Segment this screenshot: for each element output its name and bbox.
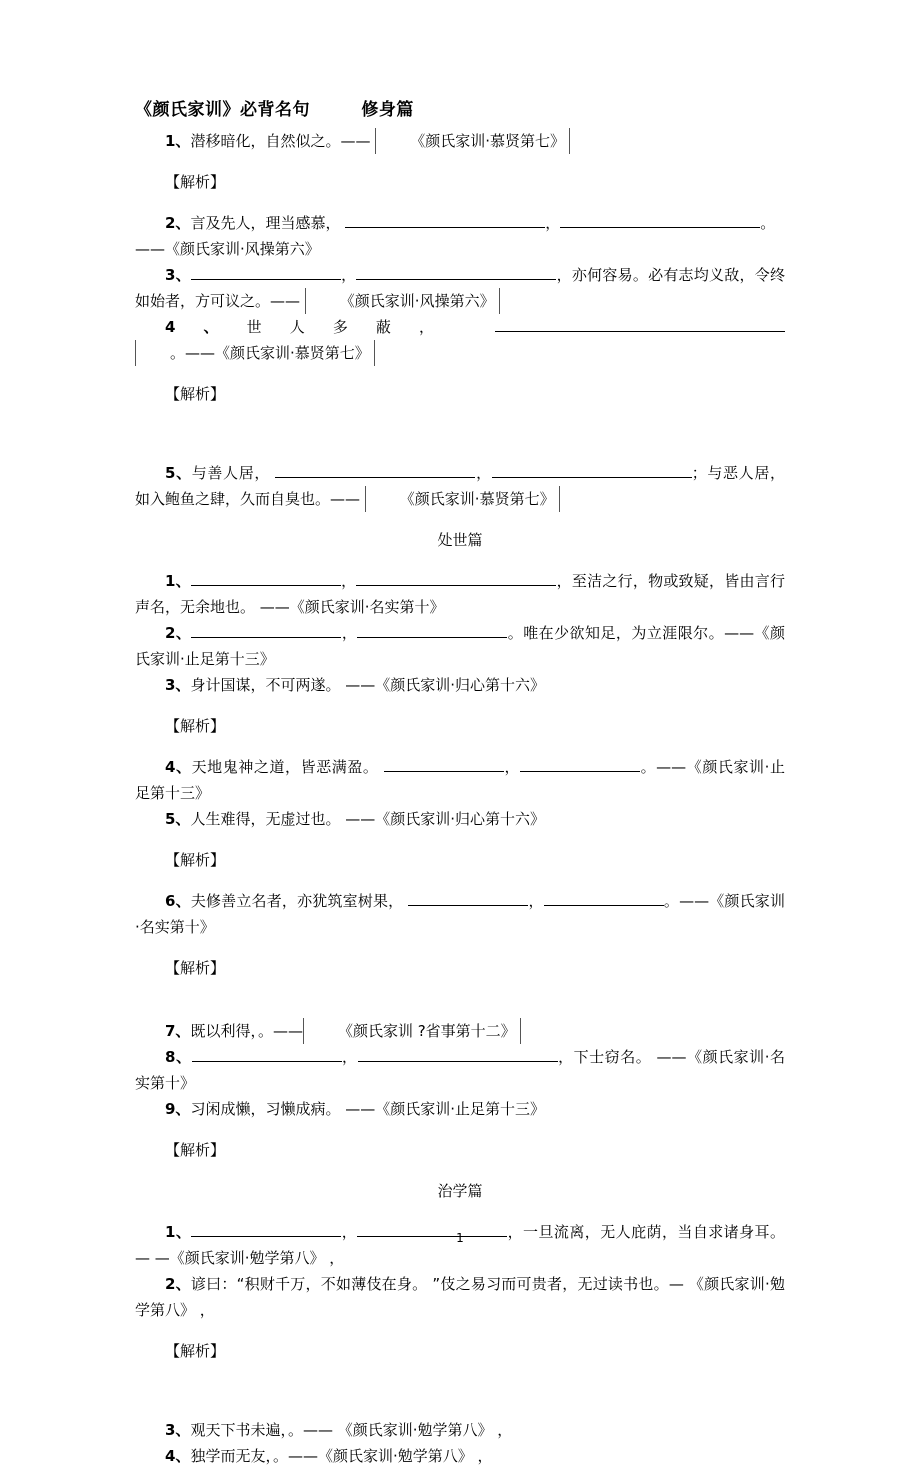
- item-tail: 。——《颜氏家训·名实第十》: [135, 892, 785, 936]
- fill-blank[interactable]: [520, 755, 640, 772]
- source-citation: 《颜氏家训 ?省事第十二》: [303, 1018, 521, 1044]
- item-number: 3、: [165, 676, 191, 694]
- separator-comma: ，: [341, 1223, 358, 1241]
- page-number: 1: [456, 1231, 464, 1245]
- analysis-label: 【解析】: [165, 717, 226, 735]
- fill-blank[interactable]: [191, 569, 341, 586]
- item-number: 1、: [165, 572, 191, 590]
- item-text: 身计国谋，不可两遂。 ——《颜氏家训·归心第十六》: [190, 676, 545, 694]
- fill-blank[interactable]: [358, 1045, 558, 1062]
- item-number: 5、: [165, 810, 191, 828]
- separator-comma: ，: [341, 624, 358, 642]
- fill-blank[interactable]: [544, 889, 664, 906]
- item-tail: 。——《颜氏家训·慕贤第七》: [135, 340, 375, 366]
- fill-blank[interactable]: [356, 569, 556, 586]
- list-item: [135, 1044, 785, 1096]
- item-text: 与善人居，: [191, 464, 270, 482]
- item-number: 4、: [165, 1447, 191, 1465]
- source-citation: 《颜氏家训·慕贤第七》: [375, 128, 570, 154]
- list-item: [135, 460, 785, 512]
- list-item: [135, 754, 785, 806]
- fill-blank[interactable]: [356, 263, 556, 280]
- item-text: 人生难得，无虚过也。 ——《颜氏家训·归心第十六》: [190, 810, 545, 828]
- item-number: 1、: [165, 132, 191, 150]
- fill-blank[interactable]: [192, 1045, 342, 1062]
- fill-blank[interactable]: [384, 755, 504, 772]
- list-item: [135, 1096, 785, 1122]
- item-text: ，亦何容易。必有志均义敌，令终如始者，方可议之。——: [135, 266, 785, 310]
- list-item: [135, 672, 785, 698]
- list-item: [135, 210, 785, 236]
- separator-comma: ，: [503, 758, 521, 776]
- list-item: [135, 1271, 785, 1323]
- analysis-label: 【解析】: [165, 173, 226, 191]
- analysis-label: 【解析】: [165, 851, 226, 869]
- item-text: 天地鬼神之道，皆恶满盈。: [191, 758, 379, 776]
- item-text: 观天下书未遍，。—— 《颜氏家训·勉学第八》 ，: [190, 1421, 513, 1439]
- fill-blank[interactable]: [560, 211, 760, 228]
- item-number: 1、: [165, 1223, 192, 1241]
- item-tail: ；与恶人居，如入鲍鱼之肆，久而自臭也。——: [135, 464, 785, 508]
- fill-blank[interactable]: [191, 621, 341, 638]
- separator-comma: ，: [340, 572, 357, 590]
- list-item: [135, 568, 785, 620]
- list-item: [135, 262, 785, 314]
- analysis-label: 【解析】: [165, 1141, 226, 1159]
- section-heading: 处世篇: [437, 531, 483, 549]
- spacer: [135, 422, 785, 460]
- item-number: 3、: [165, 266, 191, 284]
- item-number: 4、: [165, 758, 192, 776]
- fill-blank[interactable]: [495, 315, 785, 332]
- analysis-label: 【解析】: [165, 1342, 226, 1360]
- list-item: [135, 888, 785, 940]
- item-text: 既以利得，。——: [190, 1022, 303, 1040]
- fill-blank[interactable]: [492, 461, 692, 478]
- item-tail: ，一旦流离，无人庇荫，当自求诸身耳。— —《颜氏家训·勉学第八》 ，: [135, 1223, 785, 1267]
- page-title: [135, 95, 785, 120]
- item-number: 7、: [165, 1022, 191, 1040]
- list-item: [135, 1018, 785, 1044]
- item-tail: ，下士窃名。 ——《颜氏家训·名实第十》: [135, 1048, 785, 1092]
- item-text: 潜移暗化，自然似之。——: [190, 132, 371, 150]
- item-number: 2、: [165, 1275, 191, 1293]
- item-number: 6、: [165, 892, 191, 910]
- list-item: [135, 806, 785, 832]
- list-item: [135, 1219, 785, 1271]
- analysis-label: 【解析】: [165, 385, 226, 403]
- item-tail: 。唯在少欲知足，为立涯限尔。——《颜氏家训·止足第十三》: [135, 624, 785, 668]
- fill-blank[interactable]: [408, 889, 528, 906]
- item-tail: 。: [760, 214, 776, 232]
- fill-blank[interactable]: [275, 461, 475, 478]
- page-title-text: 《颜氏家训》必背名句 修身篇: [135, 100, 414, 120]
- list-item: [135, 1443, 785, 1469]
- item-number: 9、: [165, 1100, 191, 1118]
- item-number: 2、: [165, 624, 192, 642]
- fill-blank[interactable]: [191, 263, 341, 280]
- list-item: [135, 620, 785, 672]
- spacer: [135, 1379, 785, 1417]
- spacer: [135, 996, 785, 1018]
- fill-blank[interactable]: [357, 621, 507, 638]
- separator-comma: ，: [475, 464, 492, 482]
- separator-comma: ，: [545, 214, 561, 232]
- fill-blank[interactable]: [345, 211, 545, 228]
- item-text: 独学而无友，。——《颜氏家训·勉学第八》 ，: [190, 1447, 493, 1465]
- item-number: 2、: [165, 214, 191, 232]
- item-text: 言及先人，理当感慕，: [190, 214, 341, 232]
- item-number: 3、: [165, 1421, 191, 1439]
- list-item: [135, 314, 785, 366]
- analysis-label: 【解析】: [165, 959, 226, 977]
- section-heading: 治学篇: [437, 1182, 483, 1200]
- separator-comma: ，: [340, 266, 357, 284]
- item-tail: 。——《颜氏家训·止足第十三》: [135, 758, 785, 802]
- item-text: 谚曰：“积财千万，不如薄伎在身。 ”伎之易习而可贵者，无过读书也。— 《颜氏家训·勉学第八》 ，: [135, 1275, 785, 1319]
- item-text: 习闲成懒，习懒成病。 ——《颜氏家训·止足第十三》: [190, 1100, 545, 1118]
- source-citation: 《颜氏家训·风操第六》: [305, 288, 500, 314]
- source-citation: 《颜氏家训·慕贤第七》: [365, 486, 560, 512]
- item-text: 世人多蔽，: [246, 318, 463, 336]
- item-number: 4、: [165, 318, 247, 336]
- source-line: ——《颜氏家训·风操第六》: [135, 240, 320, 258]
- item-tail: ，至洁之行，物或致疑，皆由言行声名，无余地也。 ——《颜氏家训·名实第十》: [135, 572, 785, 616]
- separator-comma: ，: [528, 892, 544, 910]
- separator-comma: ，: [341, 1048, 358, 1066]
- item-number: 5、: [165, 464, 192, 482]
- list-item: [135, 128, 785, 154]
- list-item: [135, 1417, 785, 1443]
- item-number: 8、: [165, 1048, 192, 1066]
- item-text: 夫修善立名者，亦犹筑室树果，: [190, 892, 404, 910]
